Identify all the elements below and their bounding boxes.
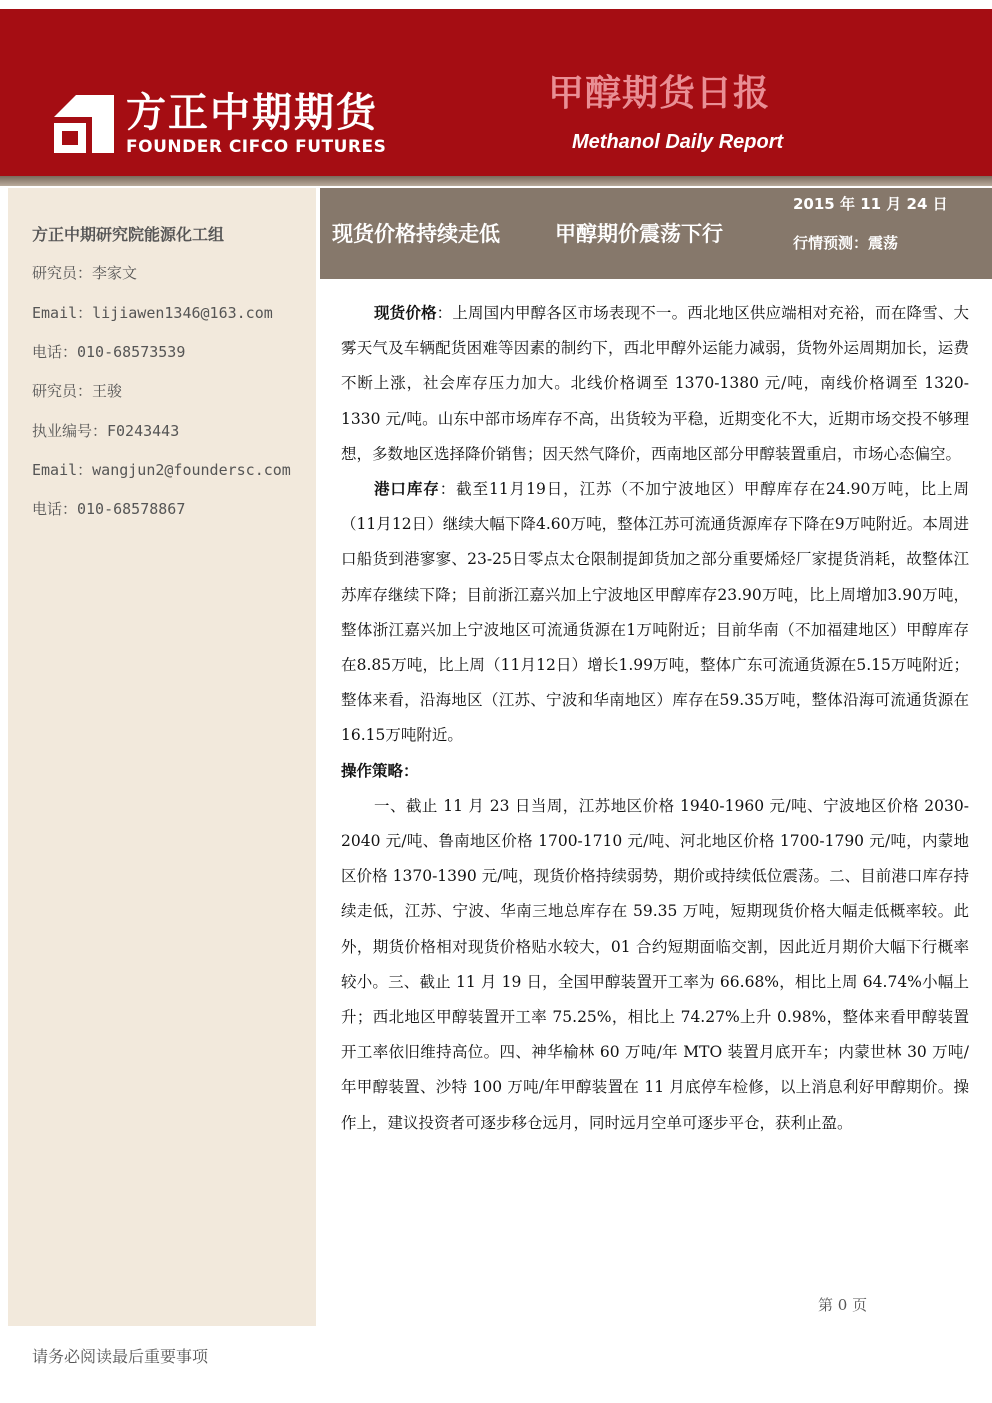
report-date: 2015 年 11 月 24 日 — [793, 195, 948, 213]
market-forecast: 行情预测：震荡 — [793, 234, 899, 252]
spot-price-text: ：上周国内甲醇各区市场表现不一。西北地区供应端相对充裕，而在降雪、大雾天气及车辆配货困难等因素的制约下，西北甲醇外运能力减弱，货物外运周期加长，运费不断上涨，社会库存压力加大。北线价格调至 1370-1380 元/吨，南线价格调至 1320-1330 元/吨。山东中部市场库存不高，出货较为平稳，近期变化不大，近期市场交投不够理想，多数地区选择降价销售；因天然气降价，西南地区部分甲醇装置重启，市场心态偏空。 — [341, 304, 969, 463]
report-title-en: Methanol Daily Report — [572, 131, 784, 153]
researcher-name-1: 研究员：李家文 — [32, 264, 138, 282]
headline-spot: 现货价格持续走低 — [332, 222, 500, 246]
researcher-email-1: Email：lijiawen1346@163.com — [32, 304, 273, 322]
brand-name-en: FOUNDER CIFCO FUTURES — [126, 137, 387, 157]
header-divider-band — [0, 176, 992, 186]
researcher-phone-2: 电话：010-68578867 — [32, 500, 186, 518]
researcher-phone-1: 电话：010-68573539 — [32, 343, 186, 361]
report-title: 甲醇期货日报 — [548, 73, 771, 114]
report-body — [341, 296, 969, 1141]
strategy-paragraph: 一、截止 11 月 23 日当周，江苏地区价格 1940-1960 元/吨、宁波地区价格 2030-2040 元/吨、鲁南地区价格 1700-1710 元/吨、河北地区价格 1700-1790 元/吨，内蒙地区价格 1370-1390 元/吨，现货价格持续弱势，期价或持续低位震荡。二、目前港口库存持续走低，江苏、宁波、华南三地总库存在 59.35 万吨，短期现货价格大幅走低概率较。此外，期货价格相对现货价格贴水较大，01 合约短期面临交割，因此近月期价大幅下行概率较小。三、截止 11 月 19 日，全国甲醇装置开工率为 66.68%，相比上周 64.74%小幅上升；西北地区甲醇装置开工率 75.25%，相比上 74.27%上升 0.98%，整体来看甲醇装置开工率依旧维持高位。四、神华榆林 60 万吨/年 MTO 装置月底开车；内蒙世林 30 万吨/年甲醇装置、沙特 100 万吨/年甲醇装置在 11 月底停车检修，以上消息利好甲醇期价。操作上，建议投资者可逐步移仓远月，同时远月空单可逐步平仓，获利止盈。 — [341, 796, 969, 1132]
research-group-title: 方正中期研究院能源化工组 — [32, 225, 225, 244]
page-number: 第 0 页 — [818, 1296, 868, 1314]
spot-price-label: 现货价格 — [374, 304, 437, 322]
researcher-email-2: Email：wangjun2@foundersc.com — [32, 461, 291, 479]
port-inventory-paragraph — [341, 472, 969, 754]
researcher-license-2: 执业编号：F0243443 — [32, 422, 180, 440]
brand-name-cn: 方正中期期货 — [126, 90, 378, 136]
founder-logo-icon — [54, 95, 114, 153]
headline-futures: 甲醇期价震荡下行 — [555, 222, 723, 246]
researcher-name-2: 研究员：王骏 — [32, 382, 123, 400]
strategy-heading: 操作策略： — [341, 761, 419, 780]
disclaimer-note: 请务必阅读最后重要事项 — [32, 1347, 209, 1366]
spot-price-paragraph — [341, 296, 969, 472]
port-inventory-text: ：截至11月19日，江苏（不加宁波地区）甲醇库存在24.90万吨，比上周（11月12日）继续大幅下降4.60万吨，整体江苏可流通货源库存下降在9万吨附近。本周进口船货到港寥寥、23-25日零点太仓限制提卸货加之部分重要烯烃厂家提货消耗，故整体江苏库存继续下降；目前浙江嘉兴加上宁波地区甲醇库存23.90万吨，比上周增加3.90万吨，整体浙江嘉兴加上宁波地区可流通货源在1万吨附近；目前华南（不加福建地区）甲醇库存在8.85万吨，比上周（11月12日）增长1.99万吨，整体广东可流通货源在5.15万吨附近；整体来看，沿海地区（江苏、宁波和华南地区）库存在59.35万吨，整体沿海可流通货源在16.15万吨附近。 — [341, 480, 969, 745]
port-inventory-label: 港口库存 — [374, 480, 440, 499]
report-header — [0, 9, 992, 176]
